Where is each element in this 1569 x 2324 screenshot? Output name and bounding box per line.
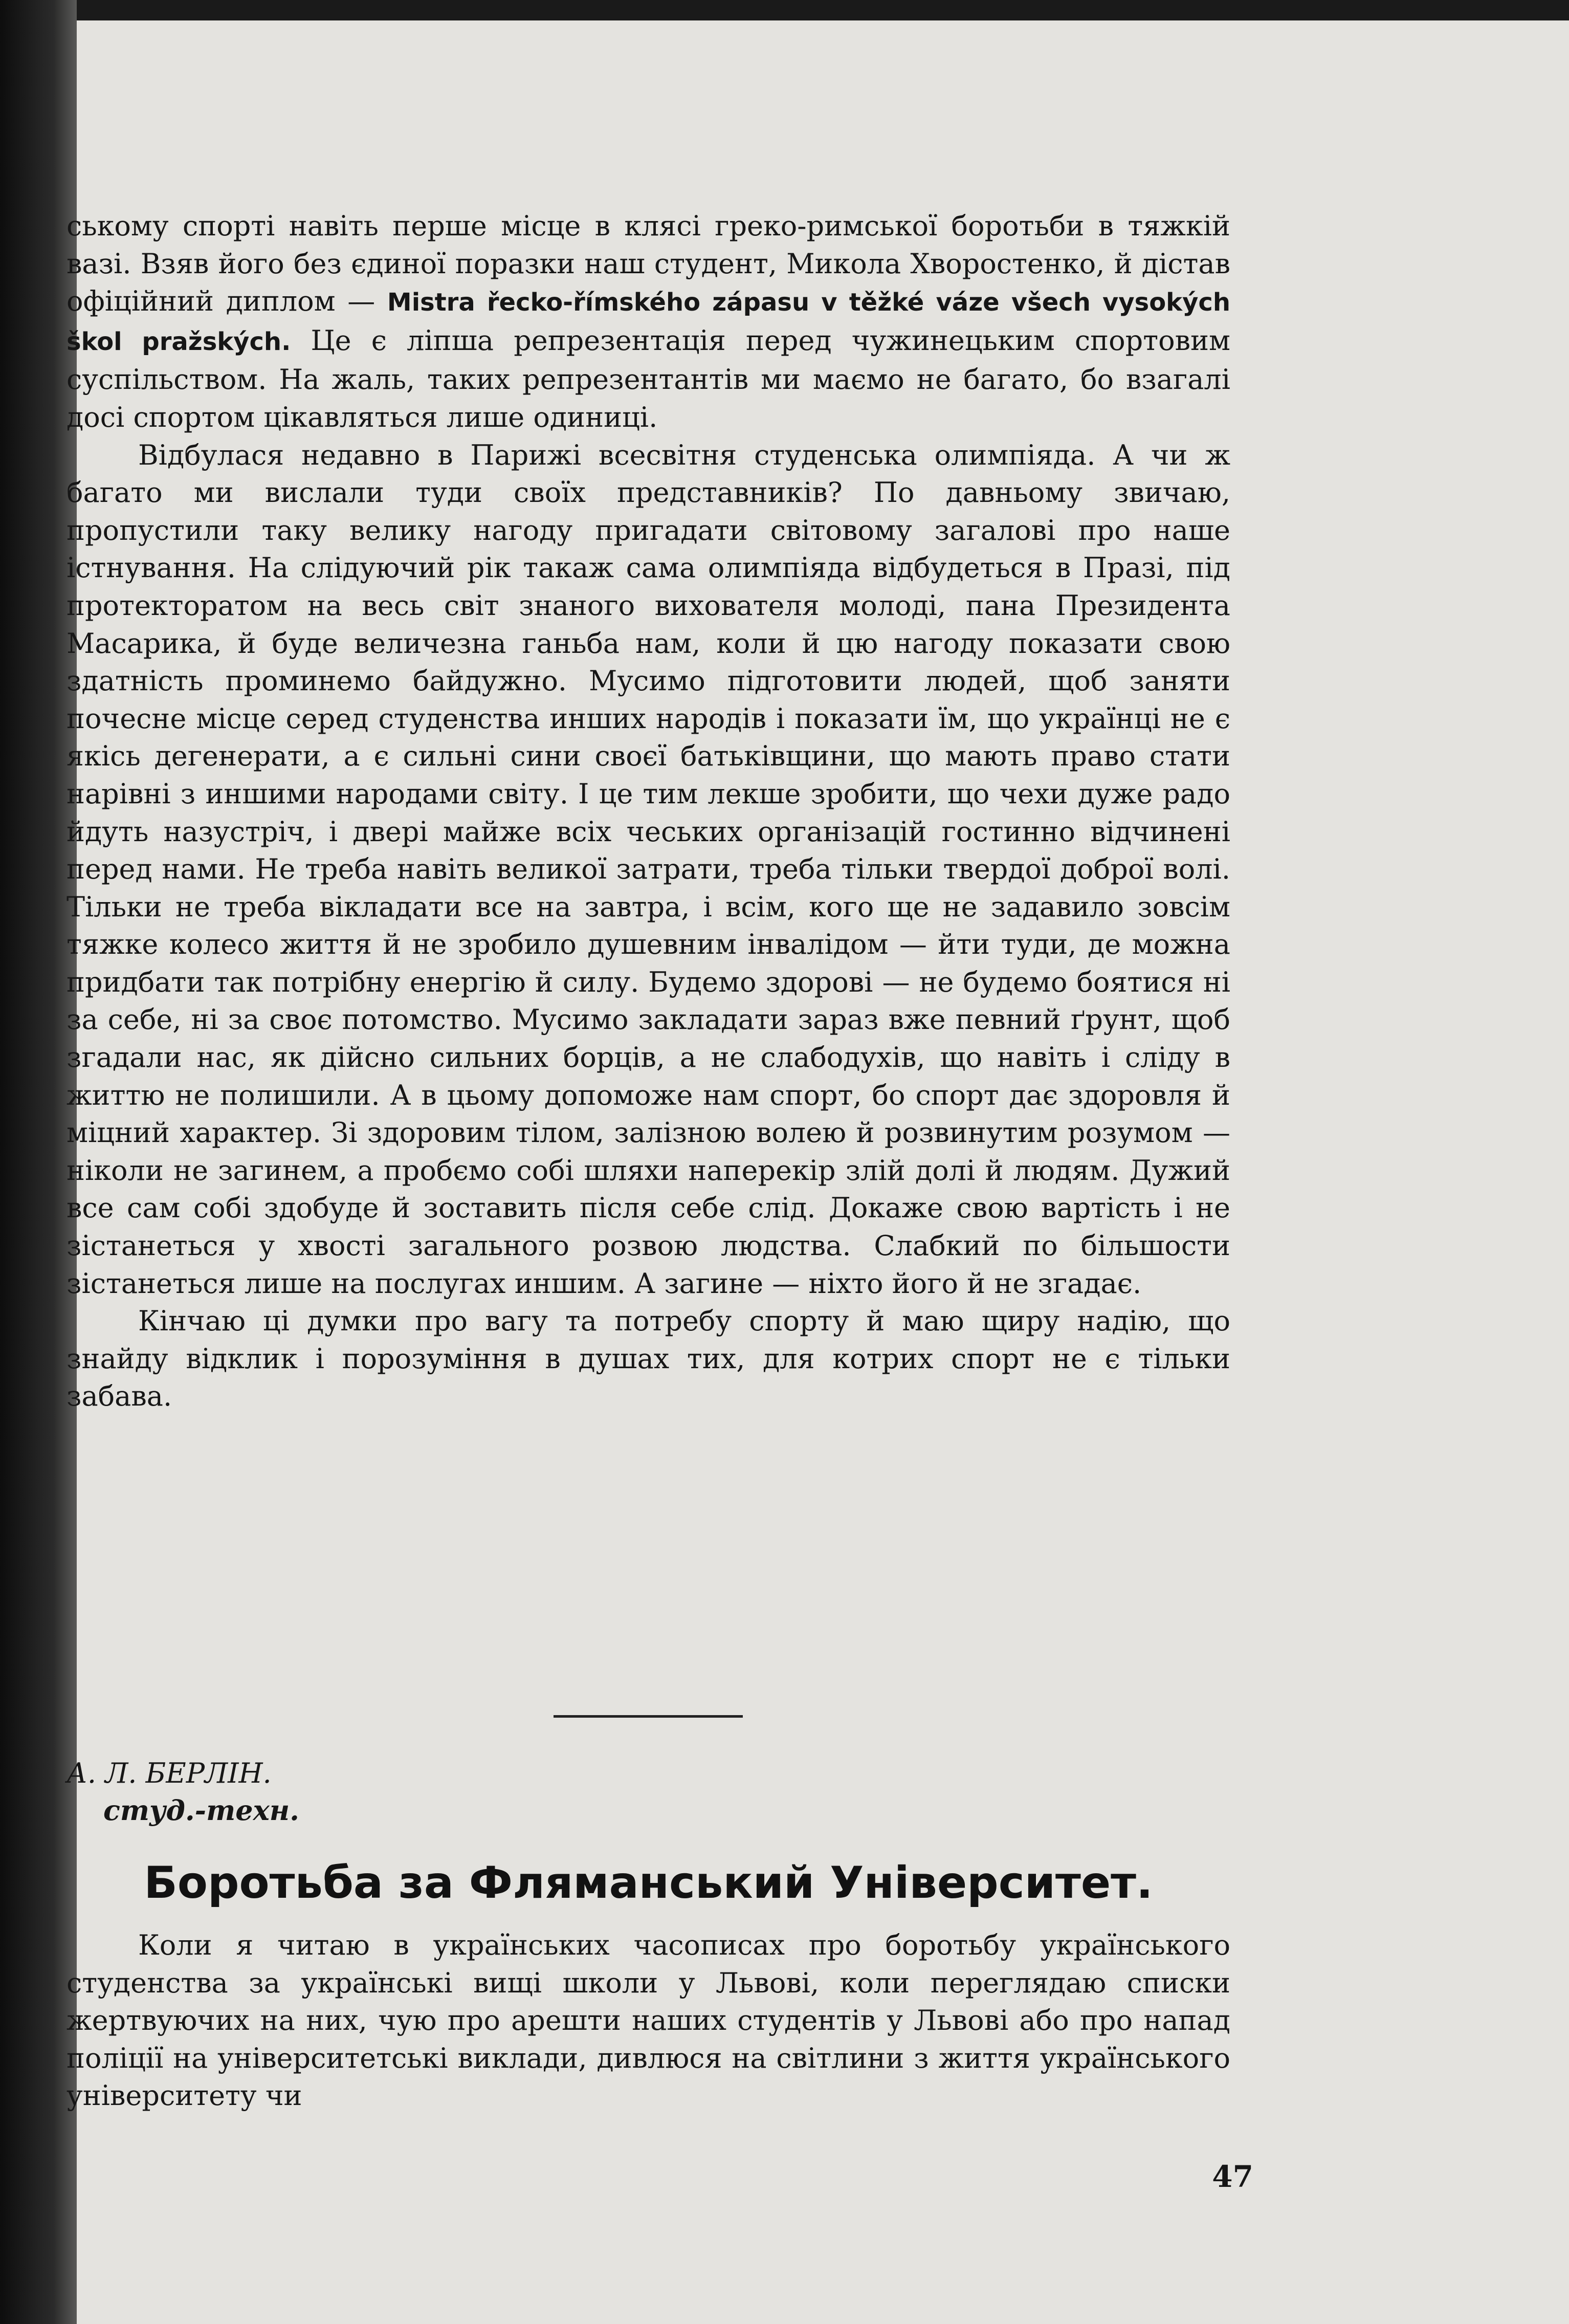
czech-diploma-title: Mistra řecko-římského zápasu v těžké váze všech vysokých škol pražských. (67, 288, 1231, 356)
paragraph-1 (67, 207, 1230, 436)
section-divider (554, 1715, 743, 1718)
book-spine-shadow (0, 0, 77, 2324)
author-name: А. Л. БЕРЛІН. (67, 1757, 272, 1789)
page-number: 47 (1212, 2159, 1253, 2194)
article-title: Боротьба за Фляманський Університет. (144, 1857, 1153, 1909)
article-body (67, 1926, 1230, 2115)
author-block (67, 1755, 299, 1829)
article-paragraph-1: Коли я читаю в українських часописах про боротьбу українського студенства за українські вищі школи у Львові, коли переглядаю списки жертвуючих на них, чую про арешти наших студентів у Львові або про напад поліції на університетські виклади, дивлюся на світлини з життя українського університету чи (67, 1929, 1230, 2112)
paragraph-3: Кінчаю ці думки про вагу та потребу спорту й маю щиру надію, що знайду відклик і порозуміння в душах тих, для котрих спорт не є тільки забава. (67, 1305, 1230, 1413)
paragraph-1-end: Це є ліпша репрезентація перед чужинецьким спортовим суспільством. На жаль, таких репрезентантів ми маємо не багато, бо взагалі досі спортом цікавляться лише одиниці. (67, 324, 1231, 433)
author-credential: студ.-техн. (103, 1794, 299, 1827)
paragraph-1-start: ському спорті навіть перше місце в клясі греко-римської боротьби в тяжкій вазі. Взяв його без єдиної поразки наш студент, Микола Хворостенко, й дістав офіційний диплом — (67, 210, 1230, 318)
previous-article-body (67, 207, 1230, 1415)
paragraph-2: Відбулася недавно в Парижі всесвітня студенська олимпіяда. А чи ж багато ми вислали туди своїх представників? По давньому звичаю, пропустили таку велику нагоду пригадати світовому загалові про наше істнування. На слідуючий рік такаж сама олимпіяда відбудеться в Празі, під протекторатом на весь світ знаного вихователя молоді, пана Президента Масарика, й буде величезна ганьба нам, коли й цю нагоду показати свою здатність проминемо байдужно. Мусимо підготовити людей, щоб заняти почесне місце серед студенства инших народів і показати їм, що українці не є якісь дегенерати, а є сильні сини своєї батьківщини, що мають право стати нарівні з иншими народами світу. І це тим лекше зробити, що чехи дуже радо йдуть назустріч, і двері майже всіх чеських організацій гостинно відчинені перед нами. Не треба навіть великої затрати, треба тільки твердої доброї волі. Тільки не треба вікладати все на завтра, і всім, кого ще не задавило зовсім тяжке колесо життя й не зробило душевним інвалідом — йти туди, де можна придбати так потрібну енергію й силу. Будемо здорові — не будемо боятися ні за себе, ні за своє потомство. Мусимо закладати зараз вже певний ґрунт, щоб згадали нас, як дійсно сильних борців, а не слабодухів, що навіть і сліду в життю не полишили. А в цьому допоможе нам спорт, бо спорт дає здоровля й міцний характер. Зі здоровим тілом, залізною волею й розвинутим розумом — ніколи не загинем, а пробємо собі шляхи наперекір злій долі й людям. Дужий все сам собі здобуде й зоставить після себе слід. Докаже свою вартість і не зістанеться у хвості загального розвою людства. Слабкий по більшости зістанеться лише на послугах иншим. А загине — ніхто його й не згадає. (67, 439, 1230, 1300)
